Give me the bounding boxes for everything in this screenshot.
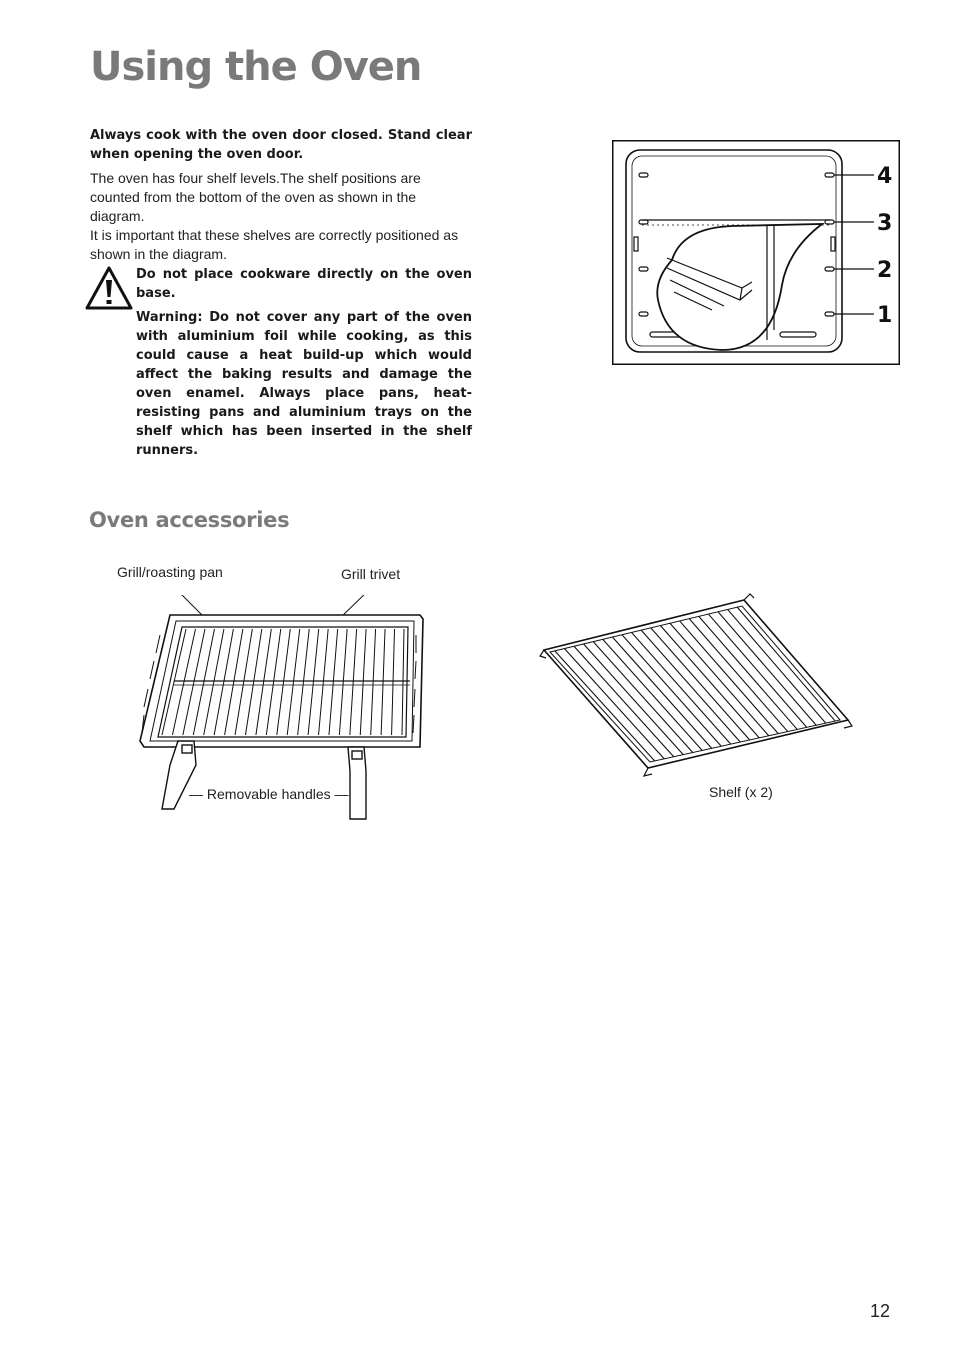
shelf-illustration (538, 592, 854, 778)
shelf-label: Shelf (x 2) (709, 784, 773, 800)
shelf-level-3: 3 (877, 211, 893, 236)
section-heading: Oven accessories (89, 508, 290, 532)
page-number: 12 (870, 1301, 891, 1321)
warning-base-text: Do not place cookware directly on the oven base. (136, 267, 472, 301)
grill-pan-label: Grill/roasting pan (117, 564, 223, 580)
removable-handles-callout (189, 786, 349, 802)
shelf-levels-text: The oven has four shelf levels.The shelf positions are counted from the bottom of the oven as shown in the diagram. (90, 170, 421, 224)
intro-section (90, 126, 472, 264)
shelf-level-4: 4 (877, 164, 893, 189)
removable-handles-label: Removable handles (206, 786, 331, 802)
callout-dash-right: — (334, 786, 349, 802)
warning-triangle-icon (84, 264, 134, 314)
warning-section (136, 265, 472, 460)
page-title: Using the Oven (90, 44, 422, 90)
shelf-level-diagram (612, 140, 900, 365)
callout-dash-left: — (189, 786, 203, 802)
warning-foil-text: Warning: Do not cover any part of the oven with aluminium foil while cooking, as this could cause a heat build-up which would affect the baking results and damage the oven enamel. Always place pans, heat-resisting pans and aluminium trays on the shelf which has been inserted in the shelf runners. (136, 310, 472, 458)
grill-trivet-label: Grill trivet (341, 566, 401, 582)
shelf-position-text: It is important that these shelves are correctly positioned as shown in the diagram. (90, 227, 459, 262)
shelf-level-2: 2 (877, 258, 893, 283)
caution-text: Always cook with the oven door closed. Stand clear when opening the oven door. (90, 128, 472, 162)
shelf-level-1: 1 (877, 303, 893, 328)
